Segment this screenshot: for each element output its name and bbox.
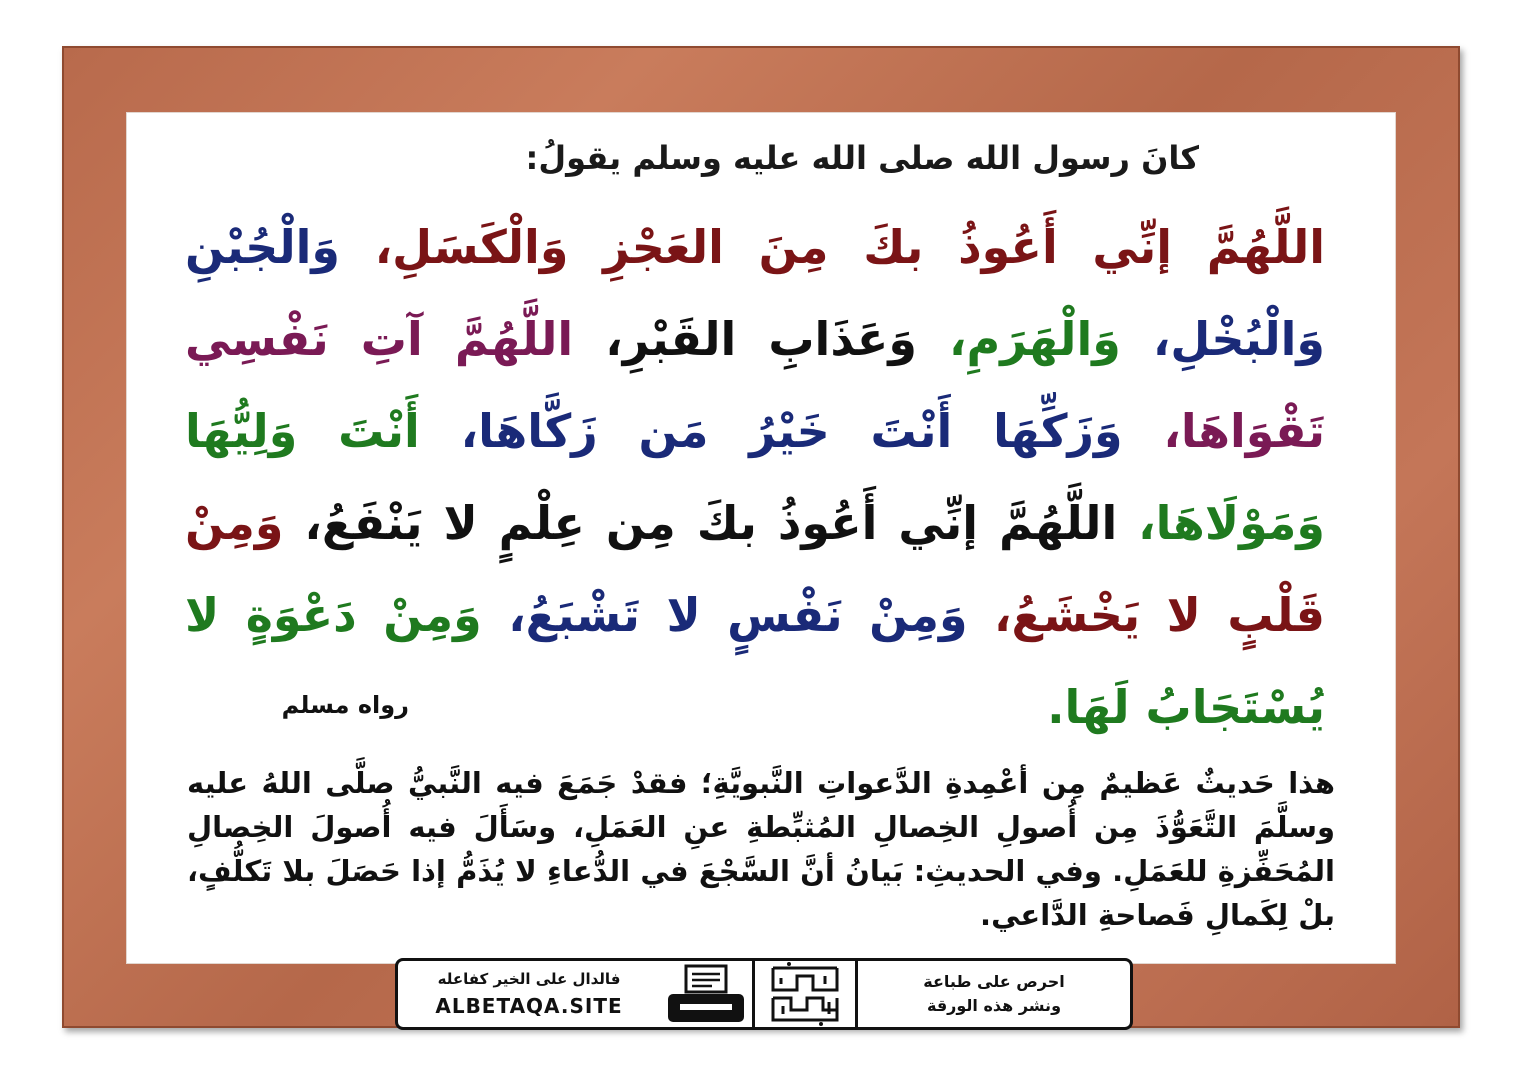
- hadith-intro: كانَ رسول الله صلى الله عليه وسلم يقولُ:: [525, 139, 1199, 177]
- footer-print-line: احرص على طباعة: [923, 972, 1065, 991]
- hadith-segment: وَالْجُبْنِ وَالْبُخْلِ،: [185, 220, 1325, 366]
- hadith-segment: اللَّهُمَّ آتِ نَفْسِي تَقْوَاهَا،: [185, 312, 1325, 458]
- footer-print-note: [858, 961, 1130, 1027]
- footer-url[interactable]: ALBETAQA.SITE: [435, 994, 623, 1018]
- footer-banner: [395, 958, 1133, 1030]
- printer-icon: [660, 961, 752, 1027]
- hadith-segment: وَمِنْ دَعْوَةٍ لا يُسْتَجَابُ لَهَا.: [185, 588, 1325, 734]
- hadith-segment: اللَّهُمَّ إنِّي أَعُوذُ بكَ مِن عِلْمٍ لا يَنْفَعُ،: [283, 496, 1118, 550]
- hadith-segment: وَالْهَرَمِ،: [916, 312, 1121, 366]
- commentary-text: هذا حَديثٌ عَظيمٌ مِن أعْمِدةِ الدَّعواتِ النَّبويَّةِ؛ فقدْ جَمَعَ فيه النَّبيُّ صلَّى اللهُ عليه وسلَّمَ التَّعَوُّذَ مِن أُصولِ الخِصالِ المُثبِّطةِ عنِ العَمَلِ، وسَأَلَ فيه أُصولَ الخِصالِ المُحَفِّزةِ للعَمَلِ. وفي الحديثِ: بَيانُ أنَّ السَّجْعَ في الدُّعاءِ لا يُذَمُّ إذا حَصَلَ بلا تَكلُّفٍ، بلْ لِكَمالِ فَصاحةِ الدَّاعي.: [187, 766, 1335, 932]
- narrator-attribution: رواه مسلم: [281, 691, 409, 719]
- card-paper: [127, 113, 1395, 963]
- hadith-segment: أَنْتَ وَلِيُّهَا وَمَوْلَاهَا،: [185, 404, 1325, 550]
- footer-slogan: فالدال على الخير كفاعله: [437, 970, 621, 988]
- hadith-segment: وَمِنْ قَلْبٍ لا يَخْشَعُ،: [185, 496, 1325, 642]
- albetaqa-logo: [752, 961, 858, 1027]
- footer-print-line: ونشر هذه الورقة: [926, 996, 1062, 1015]
- hadith-text: [185, 201, 1325, 753]
- hadith-segment: اللَّهُمَّ إنِّي أَعُوذُ بكَ مِنَ العَجْزِ وَالْكَسَلِ،: [339, 220, 1325, 274]
- footer-site-block: [398, 961, 660, 1027]
- hadith-segment: وَعَذَابِ القَبْرِ،: [573, 312, 917, 366]
- hadith-segment: وَزَكِّهَا أَنْتَ خَيْرُ مَن زَكَّاهَا،: [419, 404, 1123, 458]
- hadith-segment: وَمِنْ نَفْسٍ لا تَشْبَعُ،: [481, 588, 968, 642]
